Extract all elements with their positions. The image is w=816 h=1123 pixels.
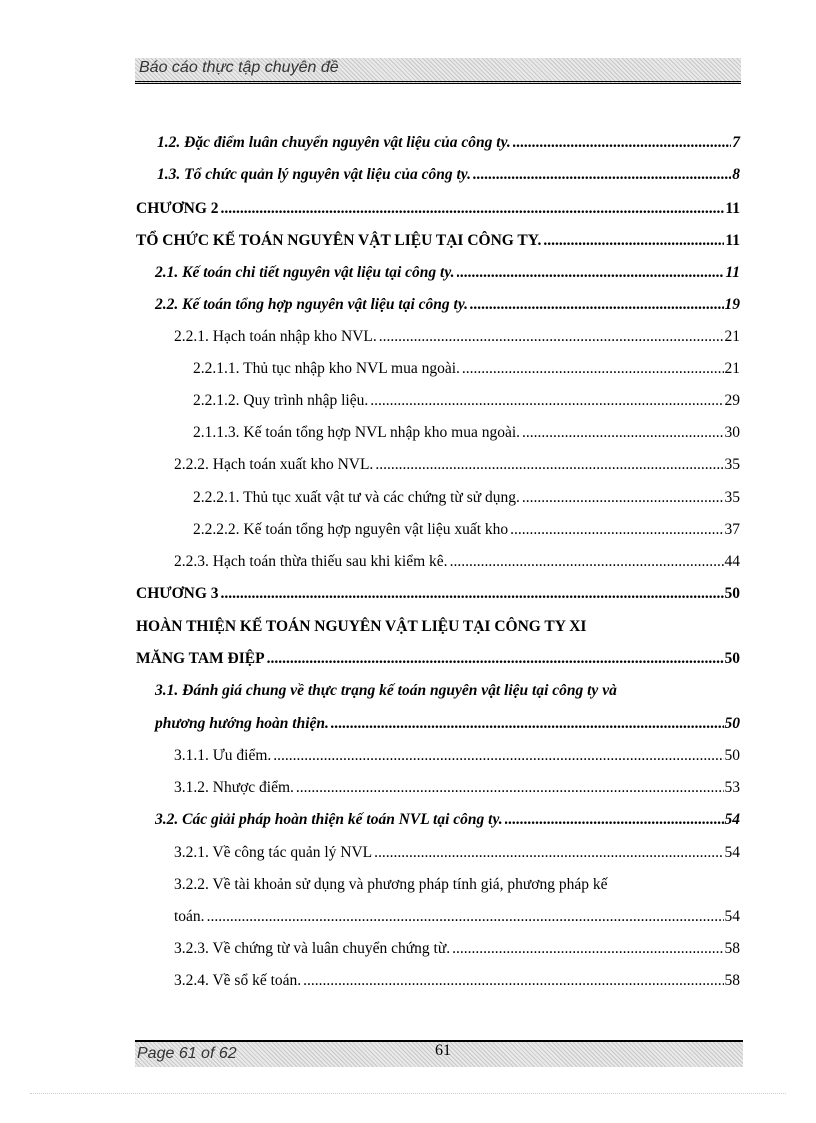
dot-leader <box>510 516 723 544</box>
header-title: Báo cáo thực tập chuyên đề <box>139 59 339 76</box>
toc-entry-text: 3.1.2. Nhược điểm. <box>174 779 294 796</box>
dot-leader <box>221 195 725 223</box>
toc-entry-text: toán. <box>174 908 205 925</box>
dot-leader <box>379 323 724 351</box>
toc-entry-1-3[interactable] <box>157 161 740 189</box>
toc-entry-text: 2.2.1.1. Thủ tục nhập kho NVL mua ngoài. <box>193 360 460 377</box>
toc-entry-chapter-2[interactable] <box>136 195 740 223</box>
toc-entry-chapter-3-title-line2[interactable] <box>136 645 740 673</box>
toc-entry-2-2-2-1[interactable] <box>193 484 740 512</box>
dot-leader <box>543 227 724 255</box>
toc-entry-1-2[interactable] <box>157 129 740 157</box>
toc-entry-chapter-3[interactable] <box>136 580 740 608</box>
dot-leader <box>375 451 723 479</box>
dot-leader <box>296 774 724 802</box>
toc-entry-chapter-2-title[interactable] <box>136 227 740 255</box>
toc-entry-text: 2.2.2. Hạch toán xuất kho NVL. <box>174 456 374 473</box>
toc-entry-text: 2.2.2.2. Kế toán tổng hợp nguyên vật liệu xuất kho <box>193 521 509 538</box>
toc-entry-page: 7 <box>732 134 740 151</box>
toc-entry-3-1-2[interactable] <box>174 774 740 802</box>
toc-entry-page: 8 <box>732 166 740 183</box>
dot-leader <box>522 419 723 447</box>
toc-entry-3-2-4[interactable] <box>174 967 740 995</box>
toc-entry-text: CHƯƠNG 3 <box>136 585 219 602</box>
dot-leader <box>473 161 731 189</box>
toc-entry-page: 50 <box>724 650 740 667</box>
toc-entry-2-2-2-2[interactable] <box>193 516 740 544</box>
toc-entry-page: 53 <box>724 779 740 796</box>
toc-entry-text: 3.1. Đánh giá chung về thực trạng kế toán nguyên vật liệu tại công ty và <box>155 682 617 699</box>
toc-entry-text: 3.2. Các giải pháp hoàn thiện kế toán NVL tại công ty. <box>155 811 503 828</box>
toc-entry-text: 3.2.3. Về chứng từ và luân chuyển chứng từ. <box>174 940 451 957</box>
page-bottom-divider <box>30 1093 786 1094</box>
toc-entry-2-2-3[interactable] <box>174 548 740 576</box>
toc-entry-page: 50 <box>724 715 740 732</box>
toc-entry-page: 21 <box>724 360 740 377</box>
dot-leader <box>374 839 723 867</box>
page-footer <box>135 1040 743 1067</box>
toc-entry-text: MĂNG TAM ĐIỆP <box>136 650 265 667</box>
toc-entry-3-2-2-line1[interactable] <box>174 871 740 899</box>
toc-entry-3-2[interactable] <box>155 806 740 834</box>
dot-leader <box>267 645 724 673</box>
dot-leader <box>470 291 723 319</box>
toc-entry-page: 35 <box>724 456 740 473</box>
toc-entry-page: 29 <box>724 392 740 409</box>
toc-entry-page: 30 <box>724 424 740 441</box>
toc-entry-page: 54 <box>724 811 740 828</box>
toc-entry-2-1[interactable] <box>155 259 740 287</box>
toc-entry-2-2-2[interactable] <box>174 451 740 479</box>
toc-entry-text: HOÀN THIỆN KẾ TOÁN NGUYÊN VẬT LIỆU TẠI CÔNG TY XI <box>136 618 587 635</box>
toc-entry-page: 58 <box>724 972 740 989</box>
dot-leader <box>522 484 724 512</box>
dot-leader <box>457 259 725 287</box>
toc-entry-2-2-1-1[interactable] <box>193 355 740 383</box>
dot-leader <box>221 580 724 608</box>
toc-entry-text: 2.1. Kế toán chi tiết nguyên vật liệu tại công ty. <box>155 264 455 281</box>
toc-entry-text: 3.2.2. Về tài khoản sử dụng và phương pháp tính giá, phương pháp kế <box>174 876 608 893</box>
toc-entry-page: 54 <box>724 844 740 861</box>
toc-entry-3-2-1[interactable] <box>174 839 740 867</box>
footer-page-number: 61 <box>435 1042 451 1059</box>
toc-entry-text: CHƯƠNG 2 <box>136 200 219 217</box>
dot-leader <box>207 903 724 931</box>
toc-entry-text: 2.2.2.1. Thủ tục xuất vật tư và các chứng từ sử dụng. <box>193 489 520 506</box>
toc-entry-text: 2.2. Kế toán tổng hợp nguyên vật liệu tại công ty. <box>155 296 469 313</box>
toc-entry-3-1-line1[interactable] <box>155 677 740 705</box>
toc-entry-page: 11 <box>725 264 740 281</box>
toc-entry-chapter-3-title-line1[interactable] <box>136 613 740 641</box>
toc-entry-page: 58 <box>724 940 740 957</box>
toc-entry-text: 3.2.1. Về công tác quản lý NVL <box>174 844 373 861</box>
dot-leader <box>513 129 731 157</box>
toc-entry-text: 2.1.1.3. Kế toán tổng hợp NVL nhập kho mua ngoài. <box>193 424 521 441</box>
toc-entry-text: 2.2.3. Hạch toán thừa thiếu sau khi kiểm kê. <box>174 553 448 570</box>
toc-entry-2-2-1[interactable] <box>174 323 740 351</box>
dot-leader <box>303 967 723 995</box>
toc-entry-page: 50 <box>724 747 740 764</box>
toc-entry-page: 35 <box>724 489 740 506</box>
toc-entry-text: phương hướng hoàn thiện. <box>155 715 329 732</box>
dot-leader <box>273 742 723 770</box>
toc-entry-2-2[interactable] <box>155 291 740 319</box>
toc-entry-3-1-line2[interactable] <box>155 710 740 738</box>
toc-entry-page: 21 <box>724 328 740 345</box>
dot-leader <box>505 806 724 834</box>
dot-leader <box>462 355 724 383</box>
toc-entry-3-2-3[interactable] <box>174 935 740 963</box>
toc-entry-2-1-1-3[interactable] <box>193 419 740 447</box>
toc-entry-page: 44 <box>724 553 740 570</box>
toc-entry-text: 1.2. Đặc điểm luân chuyển nguyên vật liệu của công ty. <box>157 134 511 151</box>
dot-leader <box>370 387 723 415</box>
toc-entry-text: 2.2.1. Hạch toán nhập kho NVL. <box>174 328 377 345</box>
toc-entry-page: 19 <box>724 296 740 313</box>
dot-leader <box>450 548 724 576</box>
toc-entry-3-2-2-line2[interactable] <box>174 903 740 931</box>
toc-entry-text: 1.3. Tổ chức quản lý nguyên vật liệu của công ty. <box>157 166 471 183</box>
toc-entry-text: 3.1.1. Ưu điểm. <box>174 747 272 764</box>
toc-entry-text: 2.2.1.2. Quy trình nhập liệu. <box>193 392 369 409</box>
toc-entry-page: 54 <box>724 908 740 925</box>
toc-entry-text: 3.2.4. Về sổ kế toán. <box>174 972 302 989</box>
toc-entry-page: 37 <box>724 521 740 538</box>
toc-entry-text: TỔ CHỨC KẾ TOÁN NGUYÊN VẬT LIỆU TẠI CÔNG TY. <box>136 232 542 249</box>
dot-leader <box>331 710 724 738</box>
toc-entry-page: 11 <box>725 200 740 217</box>
toc-entry-2-2-1-2[interactable] <box>193 387 740 415</box>
toc-entry-3-1-1[interactable] <box>174 742 740 770</box>
dot-leader <box>452 935 723 963</box>
toc-entry-page: 50 <box>724 585 740 602</box>
toc-entry-page: 11 <box>725 232 740 249</box>
footer-page-label: Page 61 of 62 <box>137 1045 237 1062</box>
